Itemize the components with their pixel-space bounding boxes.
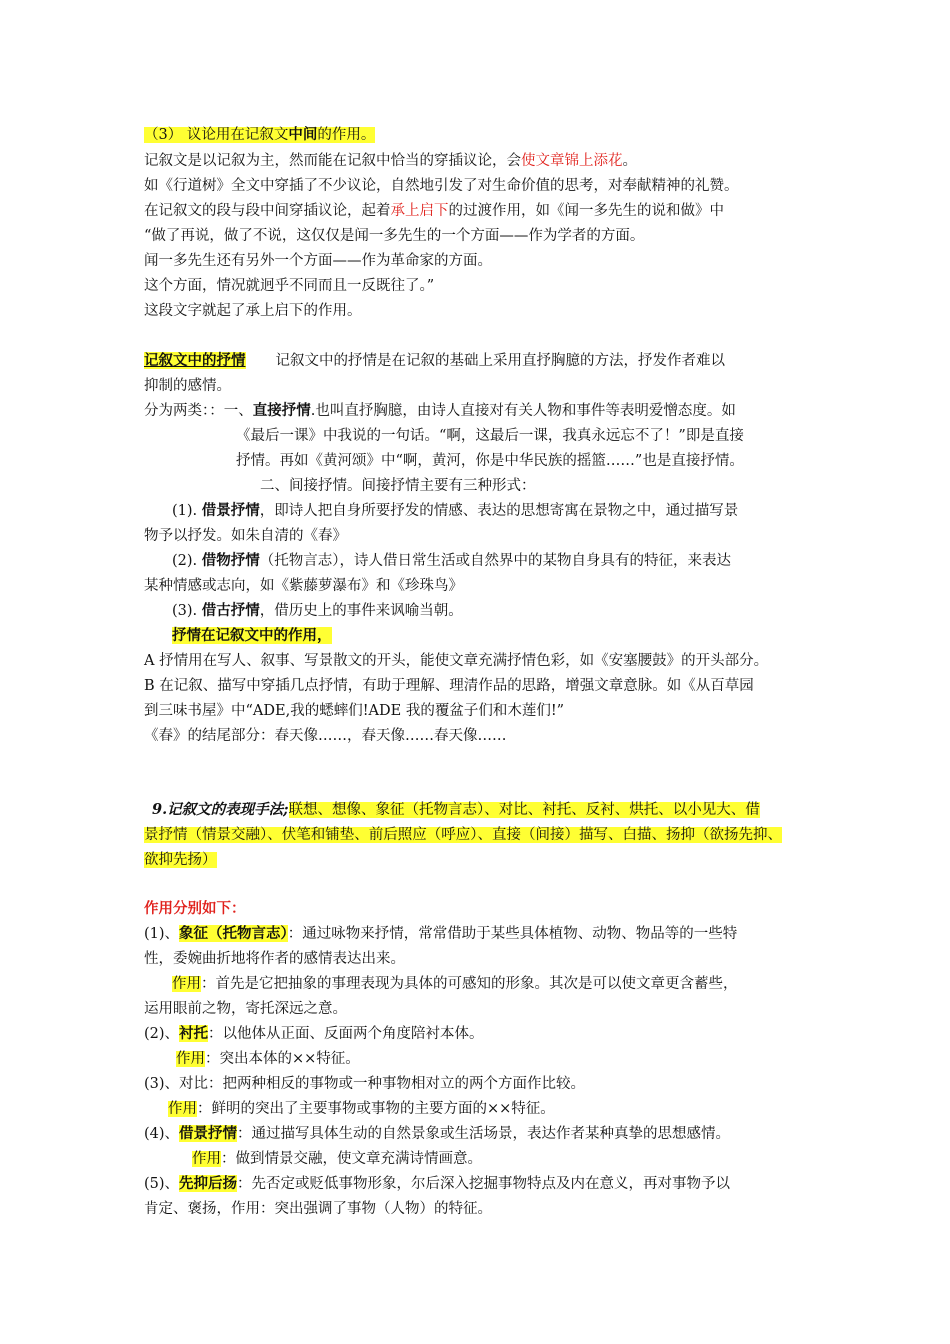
highlighted-list: 欲抑先扬） bbox=[144, 852, 217, 868]
heading-bold: 中间 bbox=[288, 126, 318, 143]
paragraph-line bbox=[144, 850, 217, 870]
text: 。 bbox=[622, 153, 637, 169]
text: 分为两类：：一、 bbox=[144, 403, 253, 419]
highlighted-list: 景抒情（情景交融）、伏笔和铺垫、前后照应（呼应）、直接（间接）描写、白描、扬抑（欲扬先抑、 bbox=[144, 827, 782, 843]
paragraph-line: 某种情感或志向，如《紫藤萝瀑布》和《珍珠鸟》 bbox=[144, 578, 463, 594]
section-title-techniques: 9.记叙文的表现手法; bbox=[152, 801, 289, 818]
paragraph-line bbox=[144, 401, 736, 421]
highlighted-heading: 抒情在记叙文中的作用， bbox=[172, 627, 332, 644]
text: (2)、 bbox=[144, 1026, 180, 1042]
paragraph-line bbox=[172, 501, 738, 521]
effect-label: 作用 bbox=[176, 1051, 205, 1067]
bold-term: 借物抒情 bbox=[201, 552, 260, 569]
highlighted-list: 联想、想像、象征（托物言志）、对比、衬托、反衬、烘托、以小见大、借 bbox=[288, 802, 760, 818]
paragraph-line bbox=[144, 1174, 730, 1194]
text: ：先否定或贬低事物形象，尔后深入挖掘事物特点及内在意义，再对事物予以 bbox=[237, 1176, 731, 1192]
text: （托物言志），诗人借日常生活或自然界中的某物自身具有的特征，来表达 bbox=[259, 553, 732, 569]
text: ：通过描写具体生动的自然景象或生活场景，表达作者某种真挚的思想感情。 bbox=[237, 1126, 731, 1142]
text: ：做到情景交融，使文章充满诗情画意。 bbox=[221, 1151, 482, 1167]
text: ：通过咏物来抒情，常常借助于某些具体植物、动物、物品等的一些特 bbox=[287, 926, 738, 942]
paragraph-line: 这段文字就起了承上启下的作用。 bbox=[144, 303, 362, 319]
red-emphasis: 使文章锦上添花 bbox=[521, 153, 623, 169]
bold-term: 象征（托物言志） bbox=[179, 925, 288, 942]
paragraph-line: 这个方面，情况就迥乎不同而且一反既往了。” bbox=[144, 278, 435, 294]
paragraph-line bbox=[144, 201, 724, 221]
paragraph-line bbox=[172, 626, 332, 646]
paragraph-line: 《春》的结尾部分：春天像……，春天像……春天像…… bbox=[144, 728, 507, 744]
paragraph-line bbox=[144, 1024, 484, 1044]
highlight bbox=[144, 127, 375, 143]
bold-term: 先抑后扬 bbox=[179, 1175, 238, 1192]
text: ：以他体从正面、反面两个角度陪衬本体。 bbox=[208, 1026, 484, 1042]
paragraph-line: 如《行道树》全文中穿插了不少议论，自然地引发了对生命价值的思考，对奉献精神的礼赞。 bbox=[144, 178, 739, 194]
paragraph-line bbox=[144, 351, 725, 371]
text: 在记叙文的段与段中间穿插议论，起着 bbox=[144, 203, 391, 219]
text: 记叙文是以记叙为主，然而能在记叙中恰当的穿插议论，会 bbox=[144, 153, 521, 169]
bold-term: 衬托 bbox=[179, 1025, 209, 1042]
heading-text-end: 的作用。 bbox=[317, 127, 376, 143]
roles-title: 作用分别如下： bbox=[144, 900, 246, 917]
paragraph-line: 《最后一课》中我说的一句话。“啊，这最后一课，我真永远忘不了！”即是直接 bbox=[236, 428, 744, 444]
text: 的过渡作用，如《闻一多先生的说和做》中 bbox=[448, 203, 724, 219]
paragraph-line: 二、间接抒情。间接抒情主要有三种形式： bbox=[260, 478, 536, 494]
paragraph-line bbox=[172, 601, 463, 621]
paragraph-line bbox=[144, 151, 637, 171]
text: (1). bbox=[172, 503, 202, 519]
paragraph-line bbox=[144, 1124, 730, 1144]
paragraph-line: 到三味书屋》中“ADE,我的蟋蟀们!ADE 我的覆盆子们和木莲们!” bbox=[144, 703, 565, 719]
paragraph-line: “做了再说，做了不说，这仅仅是闻一多先生的一个方面——作为学者的方面。 bbox=[144, 228, 645, 244]
paragraph-line: 运用眼前之物，寄托深远之意。 bbox=[144, 1001, 347, 1017]
bold-term: 借古抒情 bbox=[201, 602, 260, 619]
text: ：首先是它把抽象的事理表现为具体的可感知的形象。其次是可以使文章更含蓄些， bbox=[201, 976, 738, 992]
bold-term: 借景抒情 bbox=[201, 502, 260, 519]
paragraph-line bbox=[144, 924, 737, 944]
text: ，即诗人把自身所要抒发的情感、表达的思想寄寓在景物之中，通过描写景 bbox=[259, 503, 739, 519]
effect-label: 作用 bbox=[192, 1151, 221, 1167]
text: 记叙文中的抒情是在记叙的基础上采用直抒胸臆的方法，抒发作者难以 bbox=[275, 353, 725, 369]
paragraph-line: 性，委婉曲折地将作者的感情表达出来。 bbox=[144, 951, 405, 967]
section-heading-argument bbox=[144, 125, 375, 145]
section-title-lyric: 记叙文中的抒情 bbox=[144, 352, 246, 369]
bold-term: 借景抒情 bbox=[179, 1125, 238, 1142]
text: (4)、 bbox=[144, 1126, 180, 1142]
effect-label: 作用 bbox=[168, 1101, 197, 1117]
heading-text: （3） 议论用在记叙文 bbox=[144, 127, 289, 143]
red-emphasis: 承上启下 bbox=[390, 203, 449, 219]
paragraph-line: 物予以抒发。如朱自清的《春》 bbox=[144, 528, 347, 544]
paragraph-line bbox=[172, 974, 738, 994]
text: (2). bbox=[172, 553, 202, 569]
paragraph-line: 抒情。再如《黄河颂》中“啊，黄河，你是中华民族的摇篮……”也是直接抒情。 bbox=[236, 453, 744, 469]
paragraph-line bbox=[144, 800, 760, 820]
paragraph-line bbox=[176, 1049, 360, 1069]
paragraph-line bbox=[168, 1099, 555, 1119]
effect-label: 作用 bbox=[172, 976, 201, 992]
text: (5)、 bbox=[144, 1176, 180, 1192]
paragraph-line: (3)、对比：把两种相反的事物或一种事物相对立的两个方面作比较。 bbox=[144, 1076, 586, 1092]
bold-term: 直接抒情 bbox=[252, 402, 311, 419]
text: ：突出本体的××特征。 bbox=[205, 1051, 360, 1067]
paragraph-line bbox=[172, 551, 731, 571]
paragraph-line: 闻一多先生还有另外一个方面——作为革命家的方面。 bbox=[144, 253, 492, 269]
paragraph-line bbox=[192, 1149, 482, 1169]
text: .也叫直抒胸臆，由诗人直接对有关人物和事件等表明爱憎态度。如 bbox=[310, 403, 736, 419]
text: ：鲜明的突出了主要事物或事物的主要方面的××特征。 bbox=[197, 1101, 555, 1117]
paragraph-line: 肯定、褒扬，作用：突出强调了事物（人物）的特征。 bbox=[144, 1201, 492, 1217]
text: (3). bbox=[172, 603, 202, 619]
text: (1)、 bbox=[144, 926, 180, 942]
paragraph-line bbox=[144, 825, 782, 845]
paragraph-line: A 抒情用在写人、叙事、写景散文的开头，能使文章充满抒情色彩，如《安塞腰鼓》的开头部分。 bbox=[144, 653, 769, 669]
paragraph-line: B 在记叙、描写中穿插几点抒情，有助于理解、理清作品的思路，增强文章意脉。如《从百草园 bbox=[144, 678, 754, 694]
text: ，借历史上的事件来讽喻当朝。 bbox=[259, 603, 463, 619]
paragraph-line: 抑制的感情。 bbox=[144, 378, 231, 394]
